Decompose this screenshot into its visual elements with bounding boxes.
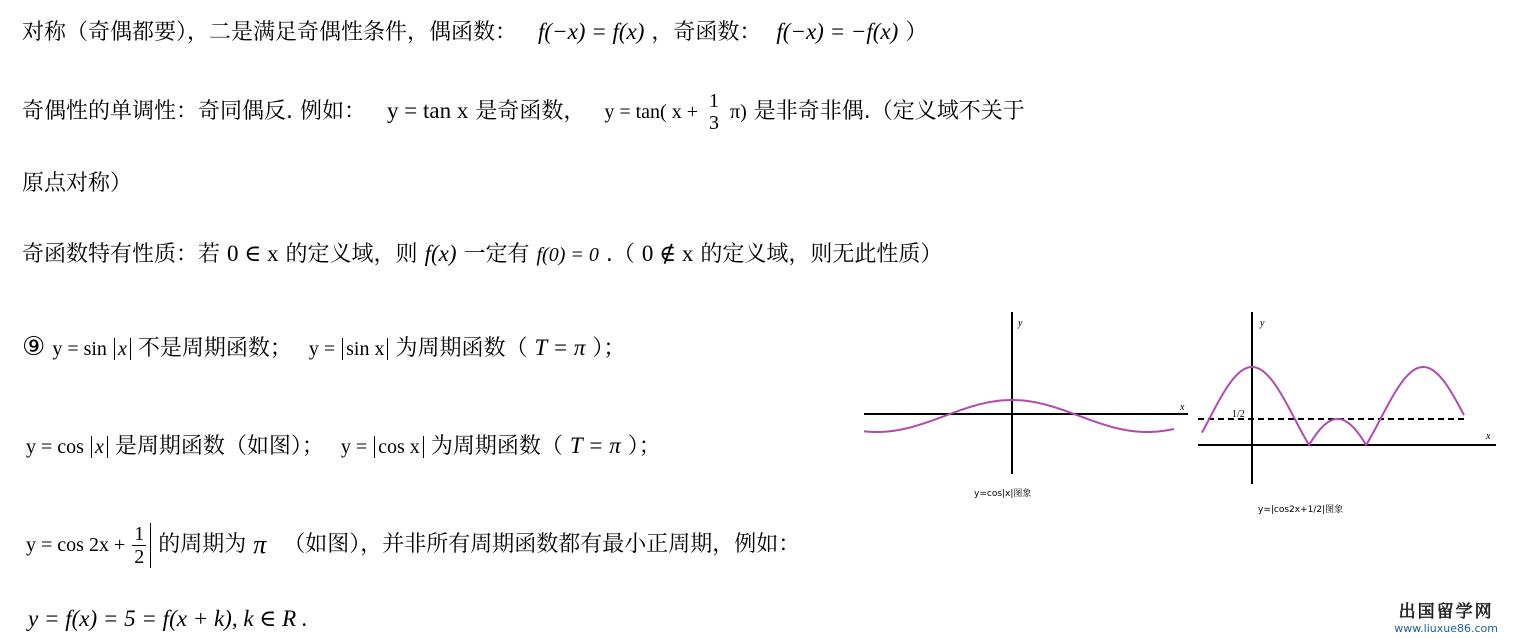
formula-zero-in-x: 0 ∈ x <box>227 241 279 266</box>
graph-abs-cos2x-svg <box>1196 308 1502 520</box>
line7-text-a: 的周期为 <box>158 532 247 557</box>
line2-text-c: 是非奇非偶.（定义域不关于 <box>753 99 1025 124</box>
fraction-denominator: 2 <box>134 545 145 568</box>
formula-cos2x-a: y = cos 2x + <box>26 534 126 556</box>
formula-cos2x-abs <box>132 523 151 568</box>
x-axis-label: x <box>1180 402 1185 413</box>
line1-text-a: 对称（奇偶都要），二是满足奇偶性条件，偶函数： <box>22 20 518 45</box>
graph-caption: y=cos|x|图象 <box>974 489 1032 499</box>
line2-text-b: 是奇函数， <box>475 99 586 124</box>
line3-text: 原点对称） <box>22 171 133 196</box>
line1-text-b: ，奇函数： <box>651 20 762 45</box>
formula-tan-shift-a: y = tan( x + <box>604 101 698 123</box>
x-axis-label: x <box>1486 431 1491 442</box>
line4-text-c: 一定有 <box>463 242 530 267</box>
watermark-title: 出国留学网 <box>1398 602 1494 622</box>
formula-odd-function: f(−x) = −f(x) <box>776 19 899 44</box>
formula-cos-abs-b: x <box>91 436 108 458</box>
formula-cos-abs-a: y = cos <box>26 436 84 458</box>
text-line-4 <box>22 240 942 269</box>
y-axis-label: y <box>1018 318 1023 329</box>
formula-abs-sin-b: sin x <box>342 338 388 360</box>
formula-period-pi-1: T = π <box>534 335 586 360</box>
formula-constant-function: y = f(x) = 5 = f(x + k), k ∈ R . <box>28 606 308 631</box>
graph-cos-abs-x-svg <box>862 308 1192 508</box>
line5-text-c: ）； <box>592 336 626 361</box>
formula-abs-sin-a: y = <box>308 338 336 360</box>
graph-cos-abs-x <box>862 308 1192 512</box>
text-line-2 <box>22 90 1025 134</box>
abs-cos2x-curve <box>1202 367 1464 445</box>
text-line-5 <box>22 333 625 363</box>
fraction-one-third <box>707 90 721 134</box>
line2-text-a: 奇偶性的单调性：奇同偶反. 例如： <box>22 99 366 124</box>
text-line-1 <box>22 18 927 47</box>
watermark-url: www.liuxue86.com <box>1394 622 1498 635</box>
fraction-one-half <box>132 523 146 568</box>
circled-number-nine: ⑨ <box>22 332 46 362</box>
formula-zero-not-in-x: 0 ∉ x <box>641 241 694 266</box>
line6-text-c: ）； <box>627 434 661 459</box>
formula-sin-abs-b: x <box>114 338 131 360</box>
watermark-logo <box>1394 597 1498 635</box>
formula-f-zero: f(0) = 0 <box>536 244 599 266</box>
formula-tan-x: y = tan x <box>387 98 469 123</box>
fraction-denominator: 3 <box>709 112 719 134</box>
line4-text-b: 的定义域，则 <box>285 242 418 267</box>
line7-text-b: （如图），并非所有周期函数都有最小正周期，例如： <box>283 532 801 557</box>
fraction-numerator: 1 <box>709 90 719 112</box>
line6-text-b: 为周期函数（ <box>430 434 563 459</box>
half-tick-label: 1/2 <box>1232 409 1245 420</box>
graph-caption: y=|cos2x+1/2|图象 <box>1258 505 1344 515</box>
formula-abs-cos-b: cos x <box>374 436 424 458</box>
y-axis-label: y <box>1260 318 1265 329</box>
graph-abs-cos2x <box>1196 308 1502 524</box>
line6-text-a: 是周期函数（如图）； <box>114 434 324 459</box>
formula-sin-abs-a: y = sin <box>52 338 107 360</box>
cos-abs-x-curve <box>864 400 1174 432</box>
line4-text-e: 的定义域，则无此性质） <box>700 242 943 267</box>
line4-text-d: .（ <box>605 242 635 267</box>
line5-text-b: 为周期函数（ <box>395 336 528 361</box>
text-line-7 <box>22 520 800 570</box>
formula-abs-cos-a: y = <box>340 436 368 458</box>
line4-text-a: 奇函数特有性质：若 <box>22 242 221 267</box>
formula-pi: π <box>253 530 267 559</box>
text-line-8 <box>22 605 308 634</box>
formula-f-x: f(x) <box>424 241 457 266</box>
formula-tan-shift-b: π) <box>730 101 747 123</box>
line5-text-a: 不是周期函数； <box>137 336 292 361</box>
formula-period-pi-2: T = π <box>569 433 621 458</box>
text-line-3 <box>22 170 132 198</box>
fraction-numerator: 1 <box>134 522 145 545</box>
formula-even-function: f(−x) = f(x) <box>538 19 645 44</box>
line1-text-c: ） <box>905 20 928 45</box>
text-line-6 <box>22 432 661 461</box>
